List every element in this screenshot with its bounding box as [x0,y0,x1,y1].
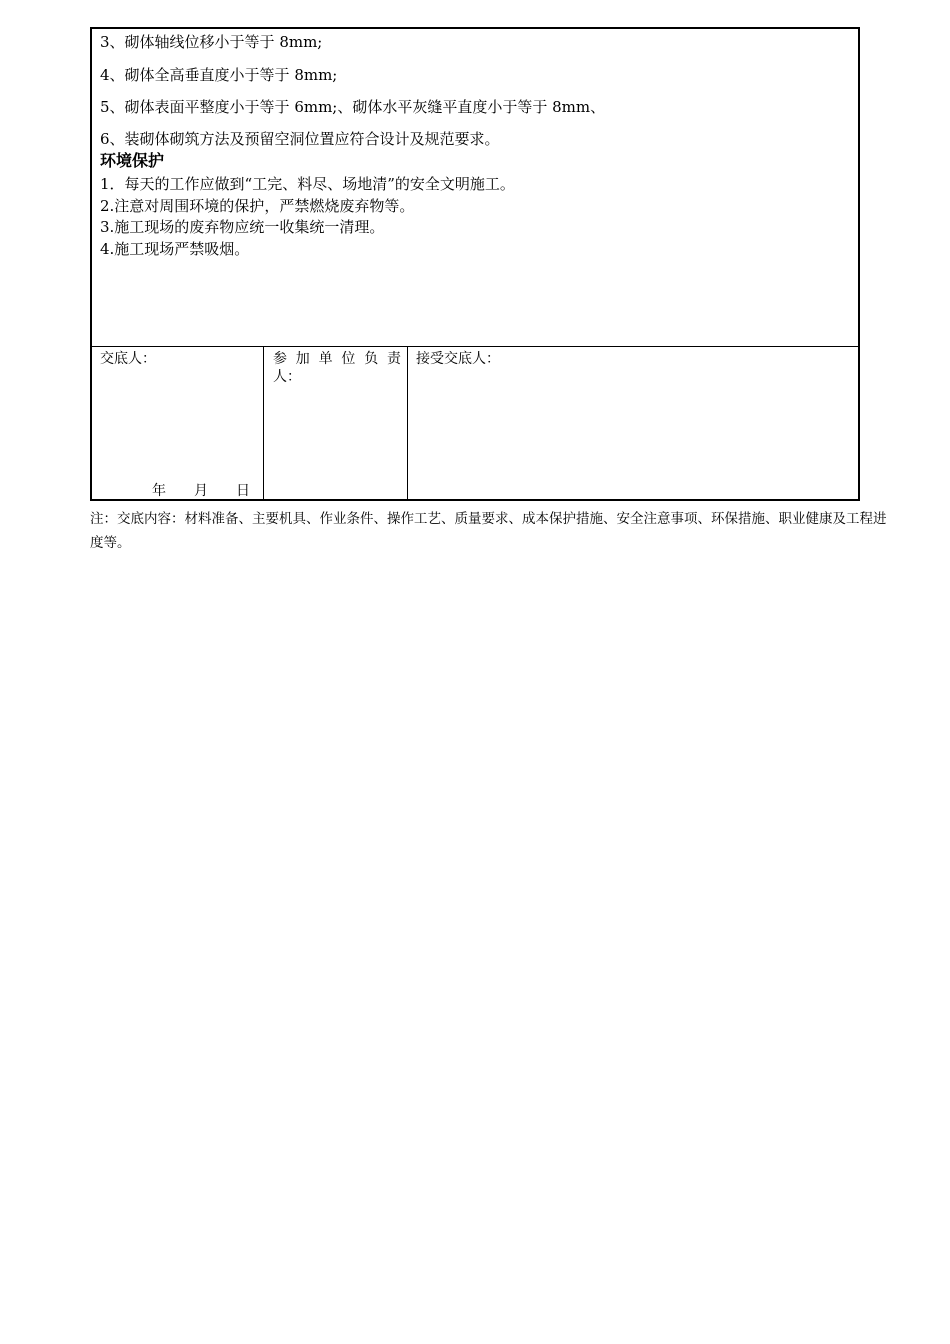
date-day: 日 [236,483,250,499]
environment-item: 2.注意对周围环境的保护，严禁燃烧废弃物等。 [100,196,415,215]
requirement-item: 4、砌体全高垂直度小于等于 8mm; [100,66,338,84]
participant-cell [264,347,408,499]
receiver-label: 接受交底人： [416,351,500,367]
participant-label: 参 加 单 位 负 责 [273,351,401,367]
requirement-item: 3、砌体轴线位移小于等于 8mm; [100,33,323,51]
receiver-cell [408,347,858,499]
environment-heading: 环境保护 [100,151,165,170]
footnote: 注：交底内容：材料准备、主要机具、作业条件、操作工艺、质量要求、成本保护措施、安全注意事项、环保措施、职业健康及工程进度等。 [90,511,887,551]
presenter-cell [92,347,264,499]
date-year: 年 [152,483,166,499]
date-month: 月 [194,483,208,499]
disclosure-table [90,27,860,501]
signature-row [92,347,858,499]
participant-label-continued: 人： [273,369,301,385]
requirement-item: 5、砌体表面平整度小于等于 6mm;、砌体水平灰缝平直度小于等于 8mm、 [100,98,606,116]
content-cell [92,29,858,347]
requirement-item: 6、装砌体砌筑方法及预留空洞位置应符合设计及规范要求。 [100,130,500,148]
presenter-label: 交底人： [100,351,156,367]
environment-list [100,174,515,260]
environment-item: 3.施工现场的废弃物应统一收集统一清理。 [100,218,385,236]
environment-item: 4.施工现场严禁吸烟。 [100,239,250,258]
environment-item: 1．每天的工作应做到“工完、料尽、场地清”的安全文明施工。 [100,175,515,193]
